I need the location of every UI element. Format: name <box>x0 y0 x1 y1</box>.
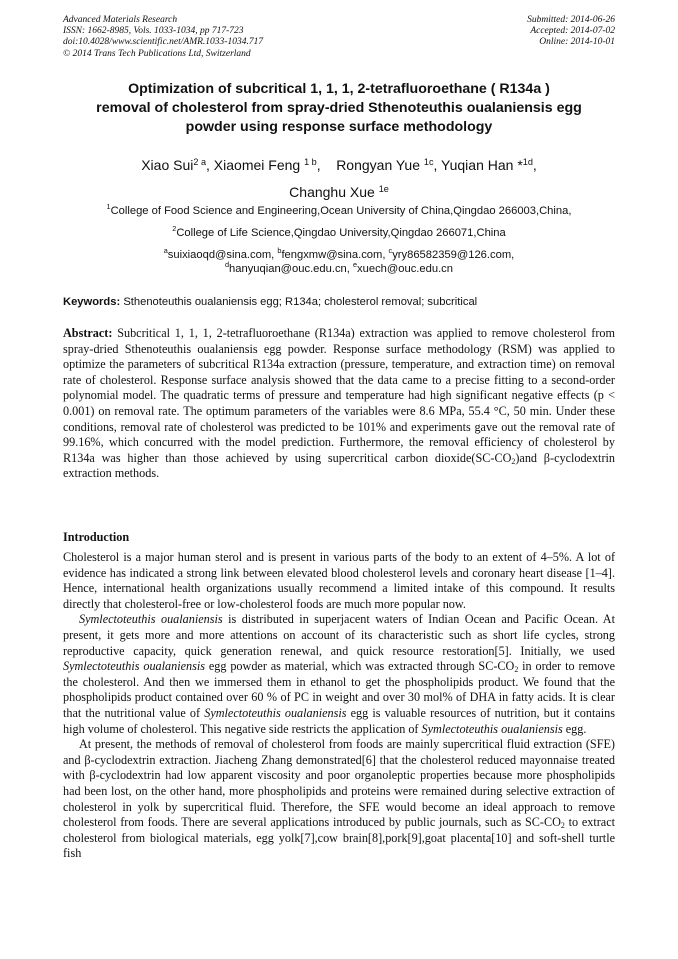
affil-mark: 1 <box>106 202 111 211</box>
author-affil-mark: 1 b <box>304 157 317 167</box>
dates-info <box>527 15 615 49</box>
text-run: to extract cholesterol from biological materials, egg yolk[7],cow brain[8],pork[9],goat placenta[10] and soft-shell turtle fish <box>63 815 615 861</box>
abstract <box>63 326 615 482</box>
subscript: 2 <box>511 456 516 466</box>
abstract-text: )and β-cyclodextrin extraction methods. <box>63 450 615 481</box>
intro-paragraph-2 <box>63 612 615 737</box>
section-heading: Introduction <box>63 530 130 544</box>
text-run: At present, the methods of removal of cholesterol from foods are mainly supercritical fluid extraction (SFE) and β-cyclodextrin extraction. Jiacheng Zhang demonstrated[6] that the cholesterol reduced mayonnaise treated with β-cyclodextrin had low apparent viscosity and poor organoleptic properties because more phospholipids had been lost, on the other hand, more phospholipids and proteins were remained during selective extraction of cholesterol in yolk by supercritical fluid. Therefore, the SFE would become an ideal approach to remove cholesterol from foods. There are several applications introduced by public journals, such as SC-CO <box>63 737 615 830</box>
journal-info <box>63 15 263 60</box>
abstract-text: Subcritical 1, 1, 1, 2-tetrafluoroethane (R134a) extraction was applied to remove cholesterol from spray-dried Sthenoteuthis oualaniensis egg powder. Response surface methodology (RSM) was applied to optimize the parameters of subcritical R134a extraction (pressure, temperature, and extraction time) on removal rate of cholesterol. Response surface analysis showed that the data came to a precise fitting to a second-order polynomial model. The quadratic terms of pressure and temperature had high significant negative effects (p < 0.001) on removal rate. The optimum parameters of the variables were 8.6 MPa, 55.4 °C, 50 min. Under these conditions, removal rate of cholesterol was predicted to be 101% and experiments gave out the removal rate of 99.16%, which concurred with the model prediction. Furthermore, the removal efficiency of cholesterol by R134a was higher than those achieved by using supercritical carbon dioxide(SC-CO <box>63 326 616 465</box>
species-name: Symlectoteuthis oualaniensis <box>204 705 347 720</box>
author-list <box>60 152 618 206</box>
species-name: Symlectoteuthis oualaniensis <box>421 721 563 736</box>
title-line-2: removal of cholesterol from spray-dried Sthenoteuthis oualaniensis egg <box>96 100 582 116</box>
email-address: xuech@ouc.edu.cn <box>357 263 453 275</box>
author-name: Xiaomei Feng <box>213 157 301 173</box>
email-address: fengxmw@sina.com, <box>281 249 386 261</box>
email-line-2 <box>40 262 638 276</box>
author-line-2 <box>60 179 618 206</box>
author-name: Changhu Xue <box>289 184 375 200</box>
author-affil-mark: 1c <box>423 157 434 167</box>
author-affil-mark: 2 a <box>193 157 207 167</box>
author-name: Yuqian Han * <box>441 157 523 173</box>
email-mark: d <box>225 260 230 269</box>
issn-line: ISSN: 1662-8985, Vols. 1033-1034, pp 717-723 <box>63 26 244 37</box>
text-run: egg powder as material, which was extracted through SC-CO <box>204 659 515 674</box>
affil-mark: 2 <box>172 224 177 233</box>
text-run: egg. <box>562 721 587 736</box>
abstract-label: Abstract: <box>63 326 113 340</box>
email-mark: b <box>277 246 282 255</box>
title-line-1: Optimization of subcritical 1, 1, 1, 2-tetrafluoroethane ( R134a ) <box>128 81 550 97</box>
author-affil-mark: 1d <box>522 157 533 167</box>
email-mark: a <box>163 246 168 255</box>
email-mark: e <box>353 260 358 269</box>
subscript: 2 <box>560 821 565 831</box>
affiliation-2 <box>40 226 638 240</box>
intro-paragraph-3 <box>63 737 615 862</box>
email-address: hanyuqian@ouc.edu.cn, <box>229 263 350 275</box>
text-run: is distributed in superjacent waters of Indian Ocean and Pacific Ocean. At present, it gets more and more attentions on account of its characteristic such as short life cycles, strong reproductive capacity, quick generation renewal, and quick resource restoration[5]. Initially, we used <box>63 612 615 658</box>
email-mark: c <box>388 246 393 255</box>
text-run: egg is valuable resources of nutrition, but it contains high volume of cholesterol. This negative side restricts the application of <box>63 705 616 736</box>
online-date: Online: 2014-10-01 <box>539 37 615 48</box>
affil-text: College of Life Science,Qingdao University,Qingdao 266071,China <box>176 227 506 239</box>
email-line-1 <box>40 248 638 262</box>
title-line-3: powder using response surface methodology <box>185 119 493 135</box>
affil-text: College of Food Science and Engineering,Ocean University of China,Qingdao 266003,China, <box>110 205 572 217</box>
email-address: yry86582359@126.com, <box>392 249 515 261</box>
author-line-1: Xiao Sui$^{2 a}$, Xiaomei Feng $^{1 b}$, Rongyan Yue $^{1c}$, Yuqian Han *$^{1d}$, <box>141 157 537 173</box>
doi-line: doi:10.4028/www.scientific.net/AMR.1033-1034.717 <box>63 37 264 48</box>
email-address: suixiaoqd@sina.com, <box>167 249 275 261</box>
keywords-label: Keywords: <box>63 296 121 308</box>
author-affil-mark: 1e <box>378 184 389 194</box>
abstract-paragraph <box>63 326 615 482</box>
keywords <box>63 296 615 308</box>
text-run: in order to remove the cholesterol. And then we immersed them in ethanol to get the phospholipids product. We found that the phospholipids product contained over 60 % of PC in weight and over 30 mol% of DHA in fatty acids. It is clear that the nutritional value of <box>63 659 616 720</box>
journal-name: Advanced Materials Research <box>63 15 178 25</box>
intro-paragraph-1: Cholesterol is a major human sterol and is present in various parts of the body to an extent of 4–5%. A lot of evidence has indicated a strong link between elevated blood cholesterol levels and coronary heart disease [1–4]. Hence, international health organizations usually recommend a limited intake of this compound. It results directly that cholesterol-free or low-cholesterol foods are much more popular now. <box>63 550 615 611</box>
keywords-text: Sthenoteuthis oualaniensis egg; R134a; cholesterol removal; subcritical <box>123 296 478 308</box>
affiliation-1 <box>40 204 638 218</box>
submitted-date: Submitted: 2014-06-26 <box>527 15 615 25</box>
copyright-line: © 2014 Trans Tech Publications Ltd, Switzerland <box>63 48 251 59</box>
subscript: 2 <box>514 665 519 675</box>
affiliations <box>40 204 638 276</box>
accepted-date: Accepted: 2014-07-02 <box>530 26 615 37</box>
paper-title <box>60 80 618 137</box>
author-name: Xiao Sui <box>141 157 194 173</box>
introduction-body <box>63 550 615 862</box>
species-name: Symlectoteuthis oualaniensis <box>79 612 223 627</box>
species-name: Symlectoteuthis oualaniensis <box>63 659 205 674</box>
author-name: Rongyan Yue <box>336 157 421 173</box>
